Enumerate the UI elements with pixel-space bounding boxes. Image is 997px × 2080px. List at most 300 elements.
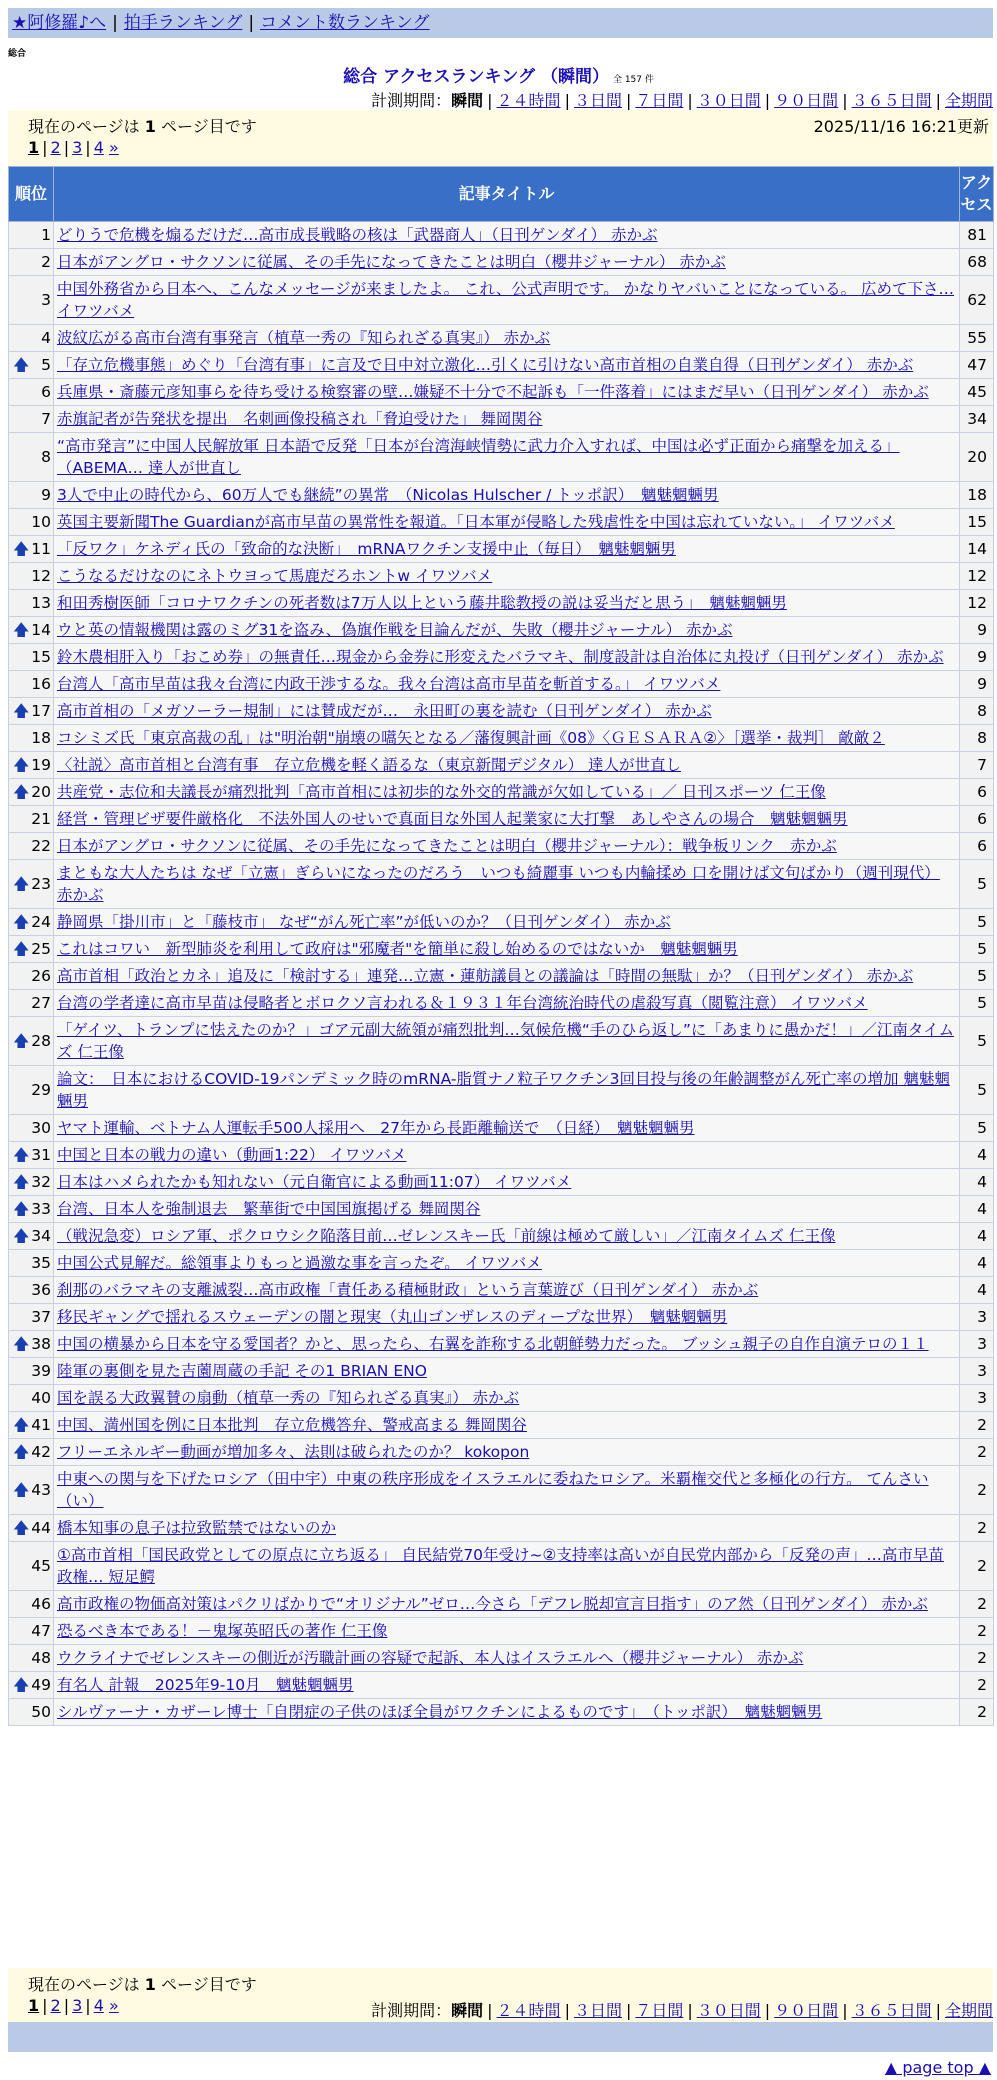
page-separator: | — [42, 138, 48, 157]
article-link[interactable]: 共産党・志位和夫議長が痛烈批判「高市首相には初歩的な外交的常識が欠如している」／ 日刊スポーツ 仁王像 — [57, 783, 826, 801]
access-count: 14 — [960, 536, 994, 563]
rank-cell — [9, 617, 54, 644]
article-link[interactable]: 台湾の学者達に高市早苗は侵略者とボロクソ言われる＆１９３１年台湾統治時代の虐殺写真（閲覧注意） イワツバメ — [57, 994, 868, 1012]
ranking-title: 総合 アクセスランキング （瞬間） — [343, 67, 609, 87]
rank-cell — [9, 1618, 54, 1645]
title-cell — [54, 1466, 960, 1515]
article-link[interactable]: これはコワい 新型肺炎を利用して政府は"邪魔者"を簡単に殺し始めるのではないか 魑魅魍魎男 — [57, 940, 738, 958]
rank-cell — [9, 1017, 54, 1066]
title-cell — [54, 1672, 960, 1699]
article-link[interactable]: 和田秀樹医師「コロナワクチンの死者数は7万人以上という藤井聡教授の説は妥当だと思う」 魑魅魍魎男 — [57, 594, 787, 612]
rank-number: 15 — [31, 648, 51, 666]
comment-ranking-link[interactable]: コメント数ランキング — [260, 13, 430, 33]
access-count: 3 — [960, 1385, 994, 1412]
rank-number: 17 — [31, 702, 51, 720]
article-link[interactable]: 有名人 計報 2025年9-10月 魑魅魍魎男 — [57, 1676, 354, 1694]
next-page-link[interactable]: » — [108, 1996, 119, 2015]
access-count: 5 — [960, 1115, 994, 1142]
total-count: 全 157 件 — [612, 75, 654, 85]
title-cell — [54, 936, 960, 963]
page-link[interactable]: 3 — [72, 1996, 83, 2015]
rank-number: 45 — [31, 1557, 51, 1575]
pager-top — [8, 110, 993, 166]
rank-number: 24 — [31, 913, 51, 931]
table-row — [9, 990, 994, 1017]
title-cell — [54, 1169, 960, 1196]
access-count: 5 — [960, 963, 994, 990]
page-separator: | — [63, 138, 70, 157]
article-link[interactable]: 国を誤る大政翼賛の扇動（植草一秀の『知られざる真実』） 赤かぶ — [57, 1389, 520, 1407]
access-count: 2 — [960, 1515, 994, 1542]
period-separator: | — [625, 2001, 632, 2020]
title-cell — [54, 563, 960, 590]
table-row — [9, 963, 994, 990]
period-separator: | — [764, 91, 771, 110]
rank-cell — [9, 352, 54, 379]
article-link[interactable]: 論文： 日本におけるCOVID-19パンデミック時のmRNA-脂質ナノ粒子ワクチン3回目投与後の年齢調整がん死亡率の増加 魑魅魍魎男 — [57, 1070, 950, 1110]
table-row — [9, 1515, 994, 1542]
table-row — [9, 1250, 994, 1277]
title-cell — [54, 590, 960, 617]
period-separator: | — [935, 91, 941, 110]
rank-number: 7 — [41, 410, 51, 428]
table-row — [9, 1542, 994, 1591]
article-link[interactable]: シルヴァーナ・カザーレ博士「自閉症の子供のほぼ全員がワクチンによるものです」 （トッポ訳） 魑魅魍魎男 — [57, 1703, 823, 1721]
page-link[interactable]: 4 — [93, 138, 104, 157]
access-count: 62 — [960, 276, 994, 325]
title-cell — [54, 725, 960, 752]
table-row — [9, 1412, 994, 1439]
article-link[interactable]: 台湾人「高市早苗は我々台湾に内政干渉するな。我々台湾は高市早苗を斬首する。」 イワツバメ — [57, 675, 721, 693]
table-row — [9, 909, 994, 936]
table-row — [9, 222, 994, 249]
title-cell — [54, 1115, 960, 1142]
rank-number: 4 — [41, 329, 51, 347]
article-link[interactable]: こうなるだけなのにネトウヨって馬鹿だろホントw イワツバメ — [57, 567, 493, 585]
access-count: 2 — [960, 1699, 994, 1726]
period-separator: | — [764, 2001, 771, 2020]
article-link[interactable]: ウクライナでゼレンスキーの側近が汚職計画の容疑で起訴、本人はイスラエルへ（櫻井ジャーナル） 赤かぶ — [57, 1649, 804, 1667]
up-arrow-icon: 🡅 — [13, 1172, 30, 1191]
period-separator: | — [842, 91, 848, 110]
rank-cell — [9, 1304, 54, 1331]
rank-cell — [9, 406, 54, 433]
period-link[interactable]: ９０日間 — [774, 91, 839, 110]
up-arrow-icon: 🡅 — [13, 782, 30, 801]
table-row — [9, 1169, 994, 1196]
article-link[interactable]: 中国外務省から日本へ、こんなメッセージが来ましたよ。 これ、公式声明です。 かなりヤバいことになっている。 広めて下さ… イワツバメ — [57, 280, 955, 320]
article-link[interactable]: 日本がアングロ・サクソンに従属、その手先になってきたことは明白（櫻井ジャーナル） 赤かぶ — [57, 253, 726, 271]
table-row — [9, 1196, 994, 1223]
rank-cell — [9, 1672, 54, 1699]
period-separator: | — [564, 91, 570, 110]
rank-cell — [9, 752, 54, 779]
rank-cell — [9, 1250, 54, 1277]
access-count: 2 — [960, 1672, 994, 1699]
table-row — [9, 617, 994, 644]
title-cell — [54, 1699, 960, 1726]
article-link[interactable]: 〈社説〉高市首相と台湾有事 存立危機を軽く語るな（東京新聞デジタル） 達人が世直し — [57, 756, 682, 774]
table-row — [9, 1331, 994, 1358]
up-arrow-icon: 🡅 — [13, 939, 30, 958]
rank-cell — [9, 833, 54, 860]
up-arrow-icon: 🡅 — [13, 755, 30, 774]
table-row — [9, 482, 994, 509]
period-separator: | — [564, 2001, 570, 2020]
period-link[interactable]: ３０日間 — [696, 2001, 761, 2020]
access-count: 47 — [960, 352, 994, 379]
table-row — [9, 1385, 994, 1412]
article-link[interactable]: ①高市首相「国民政党としての原点に立ち返る」 自民結党70年受け~②支持率は高いが自民党内部から「反発の声」…高市早苗政権… 短足鰐 — [57, 1546, 944, 1586]
title-cell — [54, 833, 960, 860]
period-separator: | — [487, 91, 493, 110]
rank-cell — [9, 1439, 54, 1466]
table-row — [9, 590, 994, 617]
page-link[interactable]: 3 — [72, 138, 83, 157]
nav-separator: | — [248, 13, 255, 33]
article-link[interactable]: （戦況急変）ロシア軍、ポクロウシク陥落目前…ゼレンスキー氏「前線は極めて厳しい」／江南タイムズ 仁王像 — [57, 1227, 836, 1245]
rank-number: 27 — [31, 994, 51, 1012]
rank-cell — [9, 990, 54, 1017]
article-link[interactable]: “高市発言”に中国人民解放軍 日本語で反発「日本が台湾海峡情勢に武力介入すれば、中国は必ず正面から痛撃を加える」（ABEMA… 達人が世直し — [57, 437, 900, 477]
period-link[interactable]: 全期間 — [944, 91, 993, 110]
rank-number: 34 — [31, 1227, 51, 1245]
rank-number: 43 — [31, 1481, 51, 1499]
rank-cell — [9, 325, 54, 352]
page-link[interactable]: 2 — [50, 138, 61, 157]
rank-cell — [9, 1466, 54, 1515]
rank-number: 33 — [31, 1200, 51, 1218]
title-cell — [54, 1066, 960, 1115]
article-link[interactable]: 中国と日本の戦力の違い（動画1:22） イワツバメ — [57, 1146, 407, 1164]
rank-cell — [9, 1385, 54, 1412]
title-cell — [54, 379, 960, 406]
rank-cell — [9, 1645, 54, 1672]
title-cell — [54, 509, 960, 536]
access-column-header: アクセス — [960, 167, 994, 222]
rank-cell — [9, 482, 54, 509]
table-row — [9, 1115, 994, 1142]
rank-cell — [9, 1699, 54, 1726]
article-link[interactable]: どりうで危機を煽るだけだ…高市成長戦略の核は「武器商人」（日刊ゲンダイ） 赤かぶ — [57, 226, 658, 244]
rank-cell — [9, 1066, 54, 1115]
table-row — [9, 1591, 994, 1618]
rank-number: 39 — [31, 1362, 51, 1380]
table-row — [9, 806, 994, 833]
access-count: 4 — [960, 1142, 994, 1169]
period-current: 瞬間 — [451, 91, 484, 110]
up-arrow-icon: 🡅 — [13, 874, 30, 893]
rank-number: 16 — [31, 675, 51, 693]
table-row — [9, 536, 994, 563]
rank-number: 30 — [31, 1119, 51, 1137]
access-count: 8 — [960, 725, 994, 752]
up-arrow-icon: 🡅 — [13, 1442, 30, 1461]
table-row — [9, 1277, 994, 1304]
rank-number: 41 — [31, 1416, 51, 1434]
access-count: 45 — [960, 379, 994, 406]
up-arrow-icon: 🡅 — [13, 620, 30, 639]
article-link[interactable]: 中国、満州国を例に日本批判 存立危機答弁、警戒高まる 舞岡関谷 — [57, 1416, 527, 1434]
period-link[interactable]: ９０日間 — [774, 2001, 839, 2020]
period-link[interactable]: ３６５日間 — [851, 2001, 932, 2020]
access-count: 34 — [960, 406, 994, 433]
period-link[interactable]: ３０日間 — [696, 91, 761, 110]
table-row — [9, 1142, 994, 1169]
rank-number: 14 — [31, 621, 51, 639]
title-cell — [54, 1439, 960, 1466]
table-header-row — [9, 167, 994, 222]
current-page-text: 現在のページは 1 ページ目です — [28, 1975, 257, 1994]
rank-number: 36 — [31, 1281, 51, 1299]
title-cell — [54, 536, 960, 563]
table-row — [9, 1618, 994, 1645]
title-cell — [54, 1196, 960, 1223]
rank-number: 35 — [31, 1254, 51, 1272]
table-row — [9, 936, 994, 963]
title-cell — [54, 698, 960, 725]
article-link[interactable]: 中東への関与を下げたロシア（田中宇）中東の秩序形成をイスラエルに委ねたロシア。米覇権交代と多極化の行方。 てんさい（い） — [57, 1470, 929, 1510]
article-link[interactable]: 橋本知事の息子は拉致監禁ではないのか — [57, 1519, 337, 1537]
table-row — [9, 833, 994, 860]
page-link[interactable]: 2 — [50, 1996, 61, 2015]
title-cell — [54, 1304, 960, 1331]
title-cell — [54, 1542, 960, 1591]
rank-number: 3 — [41, 291, 51, 309]
access-count: 5 — [960, 860, 994, 909]
access-count: 5 — [960, 909, 994, 936]
up-arrow-icon: 🡅 — [13, 701, 30, 720]
article-link[interactable]: 「ゲイツ、トランプに怯えたのか？」ゴア元副大統領が痛烈批判…気候危機“手のひら返し”に「あまりに愚かだ！」／江南タイムズ 仁王像 — [57, 1021, 955, 1061]
rank-number: 40 — [31, 1389, 51, 1407]
access-count: 9 — [960, 671, 994, 698]
access-count: 7 — [960, 752, 994, 779]
article-link[interactable]: 恐るべき本である！－鬼塚英昭氏の著作 仁王像 — [57, 1622, 388, 1640]
title-cell — [54, 1618, 960, 1645]
rank-cell — [9, 563, 54, 590]
access-count: 68 — [960, 249, 994, 276]
page-title — [0, 62, 997, 87]
period-link[interactable]: ７日間 — [635, 2001, 684, 2020]
table-row — [9, 1645, 994, 1672]
table-row — [9, 1304, 994, 1331]
period-link[interactable]: 全期間 — [944, 2001, 993, 2020]
rank-number: 12 — [31, 567, 51, 585]
article-link[interactable]: ヤマト運輸、ベトナム人運転手500人採用へ 27年から長距離輸送で （日経） 魑魅魍魎男 — [57, 1119, 695, 1137]
rank-number: 32 — [31, 1173, 51, 1191]
rank-number: 46 — [31, 1595, 51, 1613]
table-row — [9, 725, 994, 752]
title-cell — [54, 671, 960, 698]
table-row — [9, 1466, 994, 1515]
article-link[interactable]: ウと英の情報機関は露のミグ31を盗み、偽旗作戦を目論んだが、失敗（櫻井ジャーナル） 赤かぶ — [57, 621, 733, 639]
rank-cell — [9, 1223, 54, 1250]
table-row — [9, 1672, 994, 1699]
period-current: 瞬間 — [451, 2001, 484, 2020]
title-cell — [54, 644, 960, 671]
rank-cell — [9, 806, 54, 833]
access-count: 15 — [960, 509, 994, 536]
article-link[interactable]: 経営・管理ビザ要件厳格化 不法外国人のせいで真面目な外国人起業家に大打撃 あしやさんの場合 魑魅魍魎男 — [57, 810, 848, 828]
period-link[interactable]: ３６５日間 — [851, 91, 932, 110]
table-row — [9, 249, 994, 276]
access-count: 5 — [960, 936, 994, 963]
table-row — [9, 325, 994, 352]
title-cell — [54, 1645, 960, 1672]
title-cell — [54, 1331, 960, 1358]
up-arrow-icon: 🡅 — [13, 1675, 30, 1694]
table-row — [9, 509, 994, 536]
period-separator: | — [687, 2001, 693, 2020]
page-link[interactable]: 4 — [93, 1996, 104, 2015]
rank-number: 8 — [41, 448, 51, 466]
up-arrow-icon: 🡅 — [13, 1226, 30, 1245]
access-count: 55 — [960, 325, 994, 352]
up-arrow-icon: 🡅 — [13, 912, 30, 931]
rank-cell — [9, 1515, 54, 1542]
title-cell — [54, 1515, 960, 1542]
period-link[interactable]: ２４時間 — [496, 2001, 561, 2020]
article-link[interactable]: 陸軍の裏側を見た吉薗周蔵の手記 その1 BRIAN ENO — [57, 1362, 427, 1380]
title-cell — [54, 1358, 960, 1385]
rank-number: 5 — [41, 356, 51, 374]
table-row — [9, 1066, 994, 1115]
rank-cell — [9, 1358, 54, 1385]
table-row — [9, 644, 994, 671]
access-count: 3 — [960, 1358, 994, 1385]
article-link[interactable]: 高市首相の「メガソーラー規制」には賛成だが… 永田町の裏を読む（日刊ゲンダイ） 赤かぶ — [57, 702, 712, 720]
page-separator: | — [85, 1996, 91, 2015]
title-cell — [54, 222, 960, 249]
rank-number: 23 — [31, 875, 51, 893]
article-link[interactable]: 波紋広がる高市台湾有事発言（植草一秀の『知られざる真実』） 赤かぶ — [57, 329, 551, 347]
rank-cell — [9, 1169, 54, 1196]
period-separator: | — [842, 2001, 848, 2020]
access-count: 5 — [960, 1017, 994, 1066]
page-links — [28, 138, 119, 157]
article-link[interactable]: フリーエネルギー動画が増加多々、法則は破られたのか？ kokopon — [57, 1443, 530, 1461]
up-arrow-icon: 🡅 — [13, 1199, 30, 1218]
article-link[interactable]: 高市政権の物価高対策はパクリばかりで“オリジナル”ゼロ…今さら「デフレ脱却宣言目指す」のア然（日刊ゲンダイ） 赤かぶ — [57, 1595, 928, 1613]
rank-number: 38 — [31, 1335, 51, 1353]
rank-number: 11 — [31, 540, 51, 558]
title-cell — [54, 617, 960, 644]
period-link[interactable]: ３日間 — [573, 2001, 622, 2020]
article-link[interactable]: 「存立危機事態」めぐり「台湾有事」に言及で日中対立激化…引くに引けない高市首相の自業自得（日刊ゲンダイ） 赤かぶ — [57, 356, 914, 374]
rank-cell — [9, 1142, 54, 1169]
period-link[interactable]: ７日間 — [635, 91, 684, 110]
access-count: 4 — [960, 1250, 994, 1277]
article-link[interactable]: 日本がアングロ・サクソンに従属、その手先になってきたことは明白（櫻井ジャーナル）：戦争板リンク 赤かぶ — [57, 837, 837, 855]
rank-number: 10 — [31, 513, 51, 531]
up-arrow-icon: 🡅 — [13, 1415, 30, 1434]
home-link[interactable]: ★阿修羅♪へ — [12, 13, 107, 33]
access-count: 4 — [960, 1277, 994, 1304]
rank-cell — [9, 779, 54, 806]
top-nav-bar — [8, 8, 993, 38]
period-label: 計測期間： — [371, 2001, 452, 2020]
access-count: 4 — [960, 1223, 994, 1250]
table-row — [9, 1223, 994, 1250]
access-count: 2 — [960, 1591, 994, 1618]
article-link[interactable]: 鈴木農相肝入り「おこめ券」の無責任…現金から金券に形変えたバラマキ、制度設計は自治体に丸投げ（日刊ゲンダイ） 赤かぶ — [57, 648, 944, 666]
page-separator: | — [42, 1996, 48, 2015]
rank-number: 18 — [31, 729, 51, 747]
article-link[interactable]: まともな大人たちは なぜ「立憲」ぎらいになったのだろう いつも綺麗事 いつも内輪揉め 口を開けば文句ばかり（週刊現代） 赤かぶ — [57, 864, 940, 904]
rank-cell — [9, 1542, 54, 1591]
access-count: 2 — [960, 1439, 994, 1466]
title-cell — [54, 1017, 960, 1066]
table-row — [9, 563, 994, 590]
access-count: 6 — [960, 806, 994, 833]
article-link[interactable]: 移民ギャングで揺れるスウェーデンの闇と現実（丸山ゴンザレスのディープな世界） 魑魅魍魎男 — [57, 1308, 728, 1326]
rank-cell — [9, 433, 54, 482]
rank-number: 42 — [31, 1443, 51, 1461]
page-top-link[interactable]: ▲ page top ▲ — [884, 2058, 991, 2077]
article-link[interactable]: 兵庫県・斎藤元彦知事らを待ち受ける検察審の壁…嫌疑不十分で不起訴も「一件落着」にはまだ早い（日刊ゲンダイ） 赤かぶ — [57, 383, 929, 401]
next-page-link[interactable]: » — [108, 138, 119, 157]
nav-separator: | — [112, 13, 118, 33]
article-link[interactable]: 中国の横暴から日本を守る愛国者？かと、思ったら、右翼を詐称する北朝鮮勢力だった。 ブッシュ親子の自作自演テロの１１ — [57, 1335, 929, 1353]
article-link[interactable]: 日本はハメられたかも知れない（元自衛官による動画11:07） イワツバメ — [57, 1173, 572, 1191]
bottom-bar — [8, 2022, 993, 2052]
access-count: 2 — [960, 1412, 994, 1439]
article-link[interactable]: 高市首相「政治とカネ」追及に「検討する」連発…立憲・蓮舫議員との議論は「時間の無駄」か？（日刊ゲンダイ） 赤かぶ — [57, 967, 914, 985]
rank-cell — [9, 725, 54, 752]
article-link[interactable]: 英国主要新聞The Guardianが高市早苗の異常性を報道。「日本軍が侵略した残虐性を中国は忘れていない。」 イワツバメ — [57, 513, 895, 531]
title-cell — [54, 1142, 960, 1169]
rank-cell — [9, 698, 54, 725]
period-separator: | — [935, 2001, 941, 2020]
up-arrow-icon: 🡅 — [13, 1145, 30, 1164]
table-row — [9, 433, 994, 482]
article-link[interactable]: 「反ワク」ケネディ氏の「致命的な決断」 mRNAワクチン支援中止（毎日） 魑魅魍魎男 — [57, 540, 676, 558]
table-row — [9, 1699, 994, 1726]
rank-number: 31 — [31, 1146, 51, 1164]
updated-timestamp: 2025/11/16 16:21更新 — [813, 117, 989, 136]
article-link[interactable]: 赤旗記者が告発状を提出 名刺画像投稿され「脅迫受けた」 舞岡関谷 — [57, 410, 543, 428]
title-cell — [54, 990, 960, 1017]
title-cell — [54, 909, 960, 936]
rank-number: 47 — [31, 1622, 51, 1640]
rank-number: 22 — [31, 837, 51, 855]
article-link[interactable]: 静岡県「掛川市」と「藤枝市」 なぜ“がん死亡率”が低いのか？（日刊ゲンダイ） 赤かぶ — [57, 913, 671, 931]
title-cell — [54, 433, 960, 482]
rank-cell — [9, 249, 54, 276]
period-link[interactable]: ３日間 — [573, 91, 622, 110]
page-current: 1 — [28, 1996, 40, 2015]
article-link[interactable]: 中国公式見解だ。総領事よりもっと過激な事を言ったぞ。 イワツバメ — [57, 1254, 542, 1272]
period-selector-top — [371, 88, 993, 111]
table-row — [9, 1358, 994, 1385]
article-link[interactable]: 刹那のバラマキの支離滅裂…高市政権「責任ある積極財政」という言葉遊び（日刊ゲンダイ） 赤かぶ — [57, 1281, 759, 1299]
clap-ranking-link[interactable]: 拍手ランキング — [123, 13, 243, 33]
article-link[interactable]: 台湾、日本人を強制退去 繁華街で中国国旗掲げる 舞岡関谷 — [57, 1200, 481, 1218]
ranking-table — [8, 166, 994, 1726]
rank-cell — [9, 1277, 54, 1304]
rank-number: 37 — [31, 1308, 51, 1326]
access-count: 3 — [960, 1331, 994, 1358]
up-arrow-icon: 🡅 — [13, 355, 30, 374]
article-link[interactable]: 3人で中止の時代から、60万人でも継続”の異常 （Nicolas Hulscher / トッポ訳） 魑魅魍魎男 — [57, 486, 719, 504]
access-count: 9 — [960, 617, 994, 644]
table-row — [9, 698, 994, 725]
title-cell — [54, 963, 960, 990]
access-count: 4 — [960, 1196, 994, 1223]
article-link[interactable]: コシミズ氏「東京高裁の乱」は"明治朝"崩壊の嚆矢となる／藩復興計画《08》〈ＧＥＳＡＲＡ②〉［選挙・裁判］ 敵敵２ — [57, 729, 885, 747]
rank-number: 25 — [31, 940, 51, 958]
period-link[interactable]: ２４時間 — [496, 91, 561, 110]
